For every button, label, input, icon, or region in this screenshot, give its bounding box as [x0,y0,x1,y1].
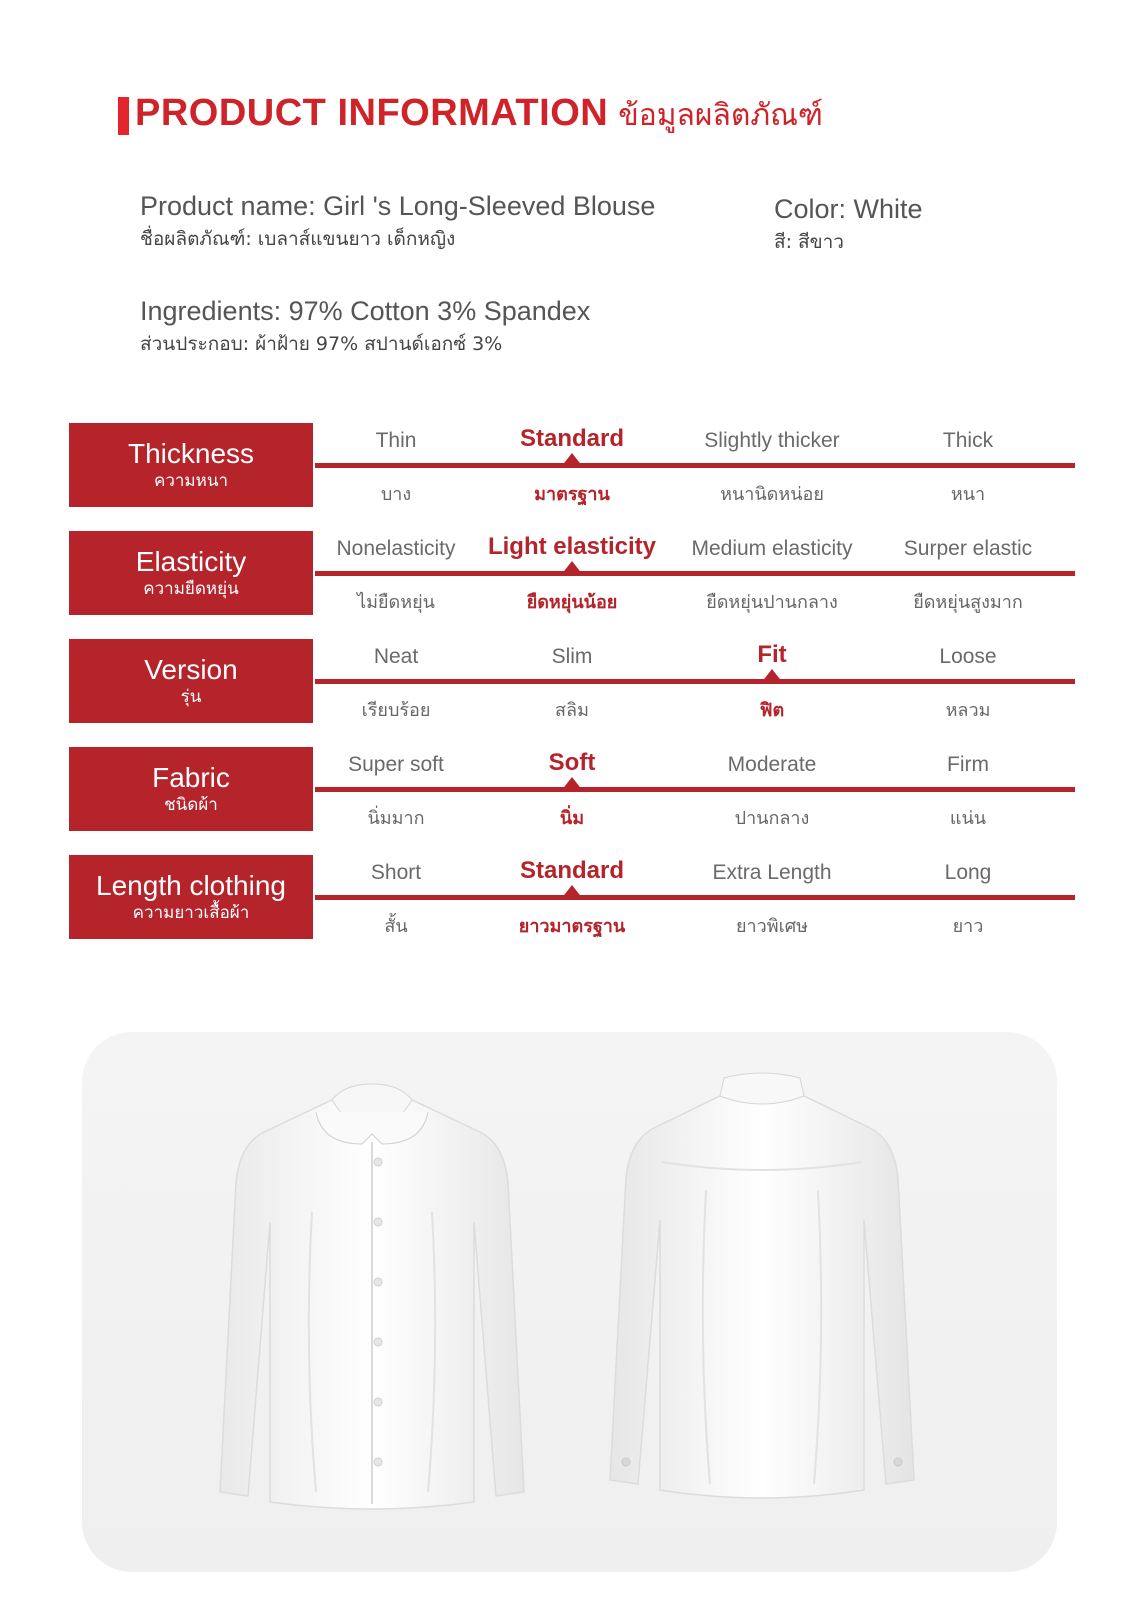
option-label-en: Slightly thicker [704,429,840,452]
option-label-th: หลวม [945,700,991,721]
option-label-th: มาตรฐาน [534,484,610,505]
scale-line [315,463,1075,468]
attribute-label-th: ความหนา [153,471,229,491]
option-label-th: สั้น [384,916,408,937]
attribute-label-th: รุ่น [180,687,202,707]
attribute-row-fabric [69,747,1075,831]
option-label-th: เรียบร้อย [361,700,431,721]
scale-line [315,895,1075,900]
option-label-en: Loose [939,645,997,668]
selected-marker-icon [561,561,583,575]
option-label-th: ยาวพิเศษ [735,916,809,937]
selected-marker-icon [761,669,783,683]
attribute-label-en: Thickness [127,438,255,469]
option-label-th: บาง [380,484,412,505]
option-label-en: Thick [942,429,994,452]
scale-line [315,787,1075,792]
option-label-en: Neat [373,645,419,668]
product-color-thai: สี: สีขาว [774,231,844,253]
option-label-en: Light elasticity [487,533,657,560]
option-label-th: แน่น [949,808,987,829]
attribute-label [69,423,313,507]
option-label-th: ยืดหยุ่นน้อย [526,592,618,613]
attribute-label-th: ความยาวเสื้อผ้า [132,903,250,923]
option-label-th: ปานกลาง [734,808,810,829]
option-label-en: Medium elasticity [691,537,853,560]
option-label-th: ยืดหยุ่นปานกลาง [706,592,838,613]
option-label-en: Standard [519,857,624,884]
header-accent-bar [118,97,129,135]
option-label-en: Long [944,861,992,884]
option-label-en: Slim [551,645,593,668]
selected-marker-icon [561,777,583,791]
option-label-th: ฟิต [759,700,785,721]
option-label-en: Surper elastic [903,537,1033,560]
selected-marker-icon [561,885,583,899]
option-label-en: Standard [519,425,624,452]
attribute-row-length-clothing [69,855,1075,939]
attribute-label [69,531,313,615]
option-label-en: Fit [757,641,787,668]
option-label-en: Super soft [348,753,444,776]
attribute-label-en: Fabric [152,762,230,793]
option-label-en: Short [370,861,422,884]
attribute-label [69,639,313,723]
page-title-thai: ข้อมูลผลิตภัณฑ์ [618,98,823,133]
product-name-thai: ชื่อผลิตภัณฑ์: เบลาส์แขนยาว เด็กหญิง [140,228,456,250]
product-color: Color: White [774,194,923,224]
option-label-th: ยาว [952,916,984,937]
attribute-label-th: ความยืดหยุ่น [143,579,239,599]
page-header [118,92,823,139]
option-label-en: Nonelasticity [336,537,456,560]
scale-line [315,571,1075,576]
option-label-th: หนานิดหน่อย [720,484,824,505]
scale-line [315,679,1075,684]
product-name-block [140,191,655,254]
option-label-en: Extra Length [712,861,832,884]
blouse-front-image [212,1072,532,1532]
option-label-th: นิ่ม [559,808,585,829]
attribute-label-en: Elasticity [135,546,247,577]
attribute-label-th: ชนิดผ้า [164,795,218,815]
option-label-th: ไม่ยืดหยุ่น [357,592,435,613]
attribute-label-en: Length clothing [96,870,286,901]
attribute-row-version [69,639,1075,723]
attribute-label-en: Version [144,654,238,685]
option-label-en: Thin [375,429,417,452]
option-label-en: Moderate [727,753,817,776]
blouse-back-image [602,1070,922,1530]
option-label-en: Soft [548,749,596,776]
attribute-row-thickness [69,423,1075,507]
option-label-th: ยืดหยุ่นสูงมาก [913,592,1023,613]
attribute-row-elasticity [69,531,1075,615]
option-label-th: สลิม [555,700,589,721]
option-label-th: หนา [950,484,986,505]
attribute-label [69,855,313,939]
page-title: PRODUCT INFORMATION [135,92,609,134]
product-ingredients-thai: ส่วนประกอบ: ผ้าฝ้าย 97% สปานด์เอกซ์ 3% [140,333,503,355]
product-ingredients-block [140,296,590,359]
product-name: Product name: Girl 's Long-Sleeved Blouse [140,191,656,221]
product-photo-panel [82,1032,1057,1572]
selected-marker-icon [561,453,583,467]
option-label-th: ยาวมาตรฐาน [518,916,626,937]
option-label-th: นิ่มมาก [367,808,425,829]
attribute-label [69,747,313,831]
product-ingredients: Ingredients: 97% Cotton 3% Spandex [140,296,591,326]
product-color-block [774,194,923,257]
option-label-en: Firm [947,753,989,776]
